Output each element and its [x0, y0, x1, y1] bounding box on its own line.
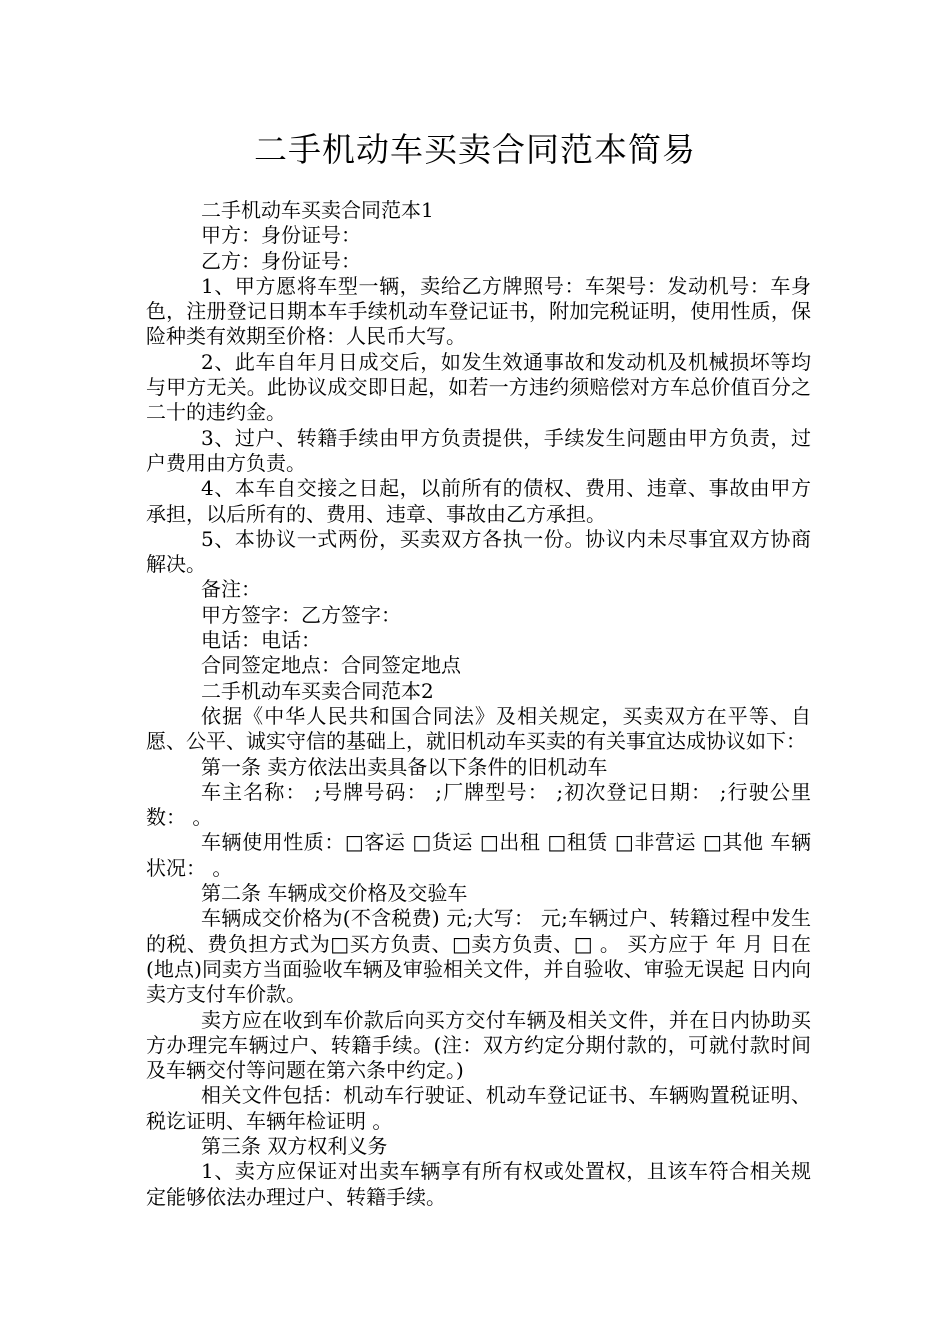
seller-obligation-1: 1、卖方应保证对出卖车辆享有所有权或处置权，且该车符合相关规定能够依法办理过户、转籍手续。: [146, 1159, 811, 1209]
clause-3: 3、过户、转籍手续由甲方负责提供，手续发生问题由甲方负责，过户费用由方负责。: [146, 425, 811, 475]
documents-clause: 相关文件包括：机动车行驶证、机动车登记证书、车辆购置税证明、税讫证明、车辆年检证明 。: [146, 1083, 811, 1133]
price-clause: 车辆成交价格为(不含税费) 元;大写： 元;车辆过户、转籍过程中发生的税、费负担方式为□买方负责、□卖方负责、□ 。 买方应于 年 月 日在(地点)同卖方当面验收车辆及审验相关文件，并自验收、审验无误起 日内向卖方支付车价款。: [146, 906, 811, 1007]
party-a-line: 甲方：身份证号：: [201, 223, 361, 248]
clause-4: 4、本车自交接之日起，以前所有的债权、费用、违章、事故由甲方承担，以后所有的、费用、违章、事故由乙方承担。: [146, 476, 811, 526]
delivery-clause: 卖方应在收到车价款后向买方交付车辆及相关文件，并在日内协助买方办理完车辆过户、转籍手续。(注：双方约定分期付款的，可就付款时间及车辆交付等问题在第六条中约定。): [146, 1007, 811, 1083]
preamble: 依据《中华人民共和国合同法》及相关规定，买卖双方在平等、自愿、公平、诚实守信的基础上，就旧机动车买卖的有关事宜达成协议如下：: [146, 703, 811, 754]
clause-5: 5、本协议一式两份，买卖双方各执一份。协议内未尽事宜双方协商解决。: [146, 526, 811, 577]
document-title: 二手机动车买卖合同范本简易: [254, 130, 696, 169]
party-b-line: 乙方：身份证号：: [201, 248, 361, 273]
article-1-heading: 第一条 卖方依法出卖具备以下条件的旧机动车: [201, 754, 608, 779]
document-body: [146, 198, 811, 1210]
section-heading-template-1: 二手机动车买卖合同范本1: [201, 198, 434, 222]
section-heading-template-2: 二手机动车买卖合同范本2: [201, 678, 434, 703]
remarks-line: 备注：: [201, 577, 261, 602]
signing-place-line: 合同签定地点：合同签定地点: [201, 653, 461, 678]
phone-line: 电话：电话：: [201, 628, 321, 653]
article-3-heading: 第三条 双方权利义务: [201, 1133, 388, 1158]
article-2-heading: 第二条 车辆成交价格及交验车: [201, 881, 468, 906]
clause-1: 1、甲方愿将车型一辆，卖给乙方牌照号：车架号：发动机号：车身色，注册登记日期本车手续机动车登记证书，附加完税证明，使用性质，保险种类有效期至价格：人民币大写。: [146, 273, 811, 349]
vehicle-details: 车主名称： ;号牌号码： ;厂牌型号： ;初次登记日期： ;行驶公里数： 。: [146, 779, 811, 830]
clause-2: 2、此车自年月日成交后，如发生效通事故和发动机及机械损坏等均与甲方无关。此协议成交即日起，如若一方违约须赔偿对方车总价值百分之二十的违约金。: [146, 349, 811, 425]
vehicle-usage-options: 车辆使用性质：□客运 □货运 □出租 □租赁 □非营运 □其他 车辆状况： 。: [146, 830, 811, 880]
signature-line: 甲方签字：乙方签字：: [201, 602, 401, 627]
